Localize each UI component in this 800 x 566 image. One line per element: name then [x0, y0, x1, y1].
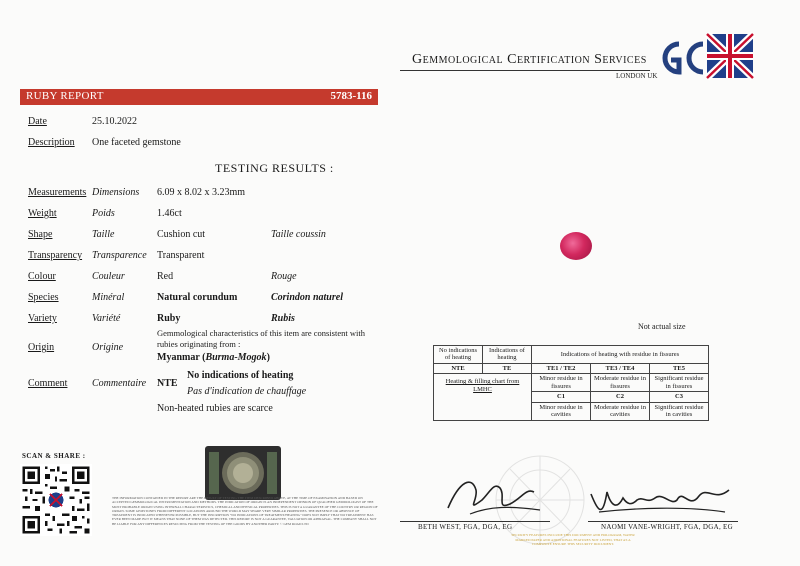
report-title: RUBY REPORT [26, 90, 104, 102]
ruby-gem-image [560, 232, 592, 260]
variety-label-fr: Variété [92, 313, 121, 324]
comment-label-fr: Commentaire [92, 378, 147, 389]
heating-indications-table [433, 345, 709, 421]
table-cell: Indications of heating with residue in fissures [532, 346, 709, 364]
transparency-value: Transparent [157, 250, 205, 261]
scan-share-label: SCAN & SHARE : [22, 452, 86, 460]
table-cell: TE5 [650, 363, 709, 373]
table-cell: Indications of heating [483, 346, 532, 364]
comment-code: NTE [157, 378, 178, 389]
transparency-label-fr: Transparence [92, 250, 147, 261]
table-cell: Minor residue in fissures [532, 374, 591, 392]
weight-label-fr: Poids [92, 208, 115, 219]
gcs-union-jack-logo [655, 32, 755, 84]
comment-text-fr: Pas d'indication de chauffage [187, 386, 307, 397]
origin-label: Origin [28, 342, 55, 353]
signature-line-left [400, 521, 550, 522]
variety-label: Variety [28, 313, 57, 324]
comment-text: No indications of heating [187, 370, 294, 381]
date-value: 25.10.2022 [92, 116, 137, 127]
table-cell: TE [483, 363, 532, 373]
table-cell: C2 [591, 392, 650, 402]
report-number: 5783-116 [330, 90, 372, 102]
security-hologram-icon [205, 446, 281, 500]
origin-country: Myanmar [157, 352, 200, 363]
signatory-right-name: NAOMI VANE-WRIGHT, FGA, DGA, EG [601, 523, 733, 531]
measurements-value: 6.09 x 8.02 x 3.23mm [157, 187, 246, 198]
company-location: LONDON UK [616, 72, 658, 80]
signature-beth-west [430, 470, 550, 520]
origin-result: Myanmar (Burma-Mogok) [157, 352, 270, 363]
table-cell: Significant residue in fissures [650, 374, 709, 392]
table-cell: C3 [650, 392, 709, 402]
species-value-fr: Corindon naturel [271, 292, 343, 303]
species-value: Natural corundum [157, 292, 238, 303]
measurements-label: Measurements [28, 187, 87, 198]
measurements-label-fr: Dimensions [92, 187, 140, 198]
signature-naomi-vane-wright [585, 476, 735, 522]
lmhc-chart-link-text: Heating & filling chart from LMHC [445, 378, 520, 393]
qr-code-icon[interactable] [20, 464, 92, 536]
colour-label-fr: Couleur [92, 271, 125, 282]
table-cell: Moderate residue in cavities [591, 402, 650, 420]
gcs-qr-centre-logo-icon [49, 493, 64, 508]
gcs-letters-icon [665, 44, 703, 72]
shape-label-fr: Taille [92, 229, 115, 240]
table-cell: TE1 / TE2 [532, 363, 591, 373]
comment-label: Comment [28, 378, 68, 389]
transparency-label: Transparency [28, 250, 83, 261]
company-underline [400, 70, 650, 71]
table-cell: C1 [532, 392, 591, 402]
signatory-left-name: BETH WEST, FGA, DGA, EG [418, 523, 513, 531]
species-label: Species [28, 292, 59, 303]
table-cell: Moderate residue in fissures [591, 374, 650, 392]
description-label: Description [28, 137, 75, 148]
table-cell: Minor residue in cavities [532, 402, 591, 420]
lmhc-chart-link[interactable] [434, 374, 532, 420]
testing-results-heading: TESTING RESULTS : [215, 161, 334, 175]
comment-note: Non-heated rubies are scarce [157, 403, 273, 414]
security-features-note: SECURITY FEATURES INCLUDE THIS DOCUMENT AND HOLOGRAM, WATER MARKED PAPER AND ADDITIONAL FEATURES NOT LISTED, THAT AS A COMPOSITE ENSURE THIS SECURITY DOCUMENT. [511, 533, 635, 547]
colour-label: Colour [28, 271, 56, 282]
shape-value: Cushion cut [157, 229, 206, 240]
table-cell: NTE [434, 363, 483, 373]
table-cell: Significant residue in cavities [650, 402, 709, 420]
origin-text: Gemmological characteristics of this item are consistent with rubies originating from : [157, 328, 365, 349]
union-jack-icon [707, 34, 753, 78]
table-cell: No indications of heating [434, 346, 483, 364]
colour-value-fr: Rouge [271, 271, 297, 282]
report-title-bar [20, 89, 378, 105]
variety-value-fr: Rubis [271, 313, 295, 324]
origin-label-fr: Origine [92, 342, 124, 353]
weight-value: 1.46ct [157, 208, 182, 219]
shape-label: Shape [28, 229, 53, 240]
weight-label: Weight [28, 208, 57, 219]
shape-value-fr: Taille coussin [271, 229, 326, 240]
variety-value: Ruby [157, 313, 181, 324]
origin-region: Burma-Mogok [205, 352, 267, 363]
signature-line-right [588, 521, 738, 522]
description-value: One faceted gemstone [92, 137, 181, 148]
date-label: Date [28, 116, 47, 127]
disclaimer-text: THE INFORMATION CONTAINED IN THE REPORT ARE THE RESULT OF TESTING THE ITEM DESCRIBED ABOVE, AT THE TIME OF EXAMINATION AND BASED ON ACCEPTED GEMMOLOGICAL INSTRUMENTATION AND METHODS. THE INDICATION OF ORIGIN IS AN INDEPENDENT OPINION OF QUALIFIED GEMMOLOGIST OF THE MOST PROBABLE ORIGIN USING INTERNAL CHARACTERISTICS, CHEMICAL AND PHYSICAL PROPERTIES. THIS IS NOT A GUARANTEE OF THE COUNTRY OR REGION OF ORIGIN. SOME GEMSTONES FROM DIFFERENT LOCATIONS AROUND THE WORLD MAY SHARE VERY SIMILAR PROPERTIES. THE PRESENCE OR ABSENCE OF TREATMENT IS INDICATED WHENEVER POSSIBLE, BUT THE INSCRIPTION "NO INDICATIONS OF TREATMENT/HEATING" DOES NOT IMPLY THAT NO TREATMENT HAS EVER BEEN MADE BUT IT MEANS THAT NONE OF THEM WAS DETECTED. THIS REPORT IS NOT A GUARANTEE, VALUATION OR APPRAISAL. THE COMPANY SHALL NOT BE LIABLE FOR ANY DIFFERENCES RESULTING FROM THE TESTING OF THE GOODS BY ANOTHER PARTY. © GEM ROAD LTD [112, 496, 378, 526]
table-cell: TE3 / TE4 [591, 363, 650, 373]
not-actual-size-note: Not actual size [638, 322, 686, 331]
species-label-fr: Minéral [92, 292, 125, 303]
company-name: Gemmological Certification Services [412, 52, 647, 67]
colour-value: Red [157, 271, 174, 282]
